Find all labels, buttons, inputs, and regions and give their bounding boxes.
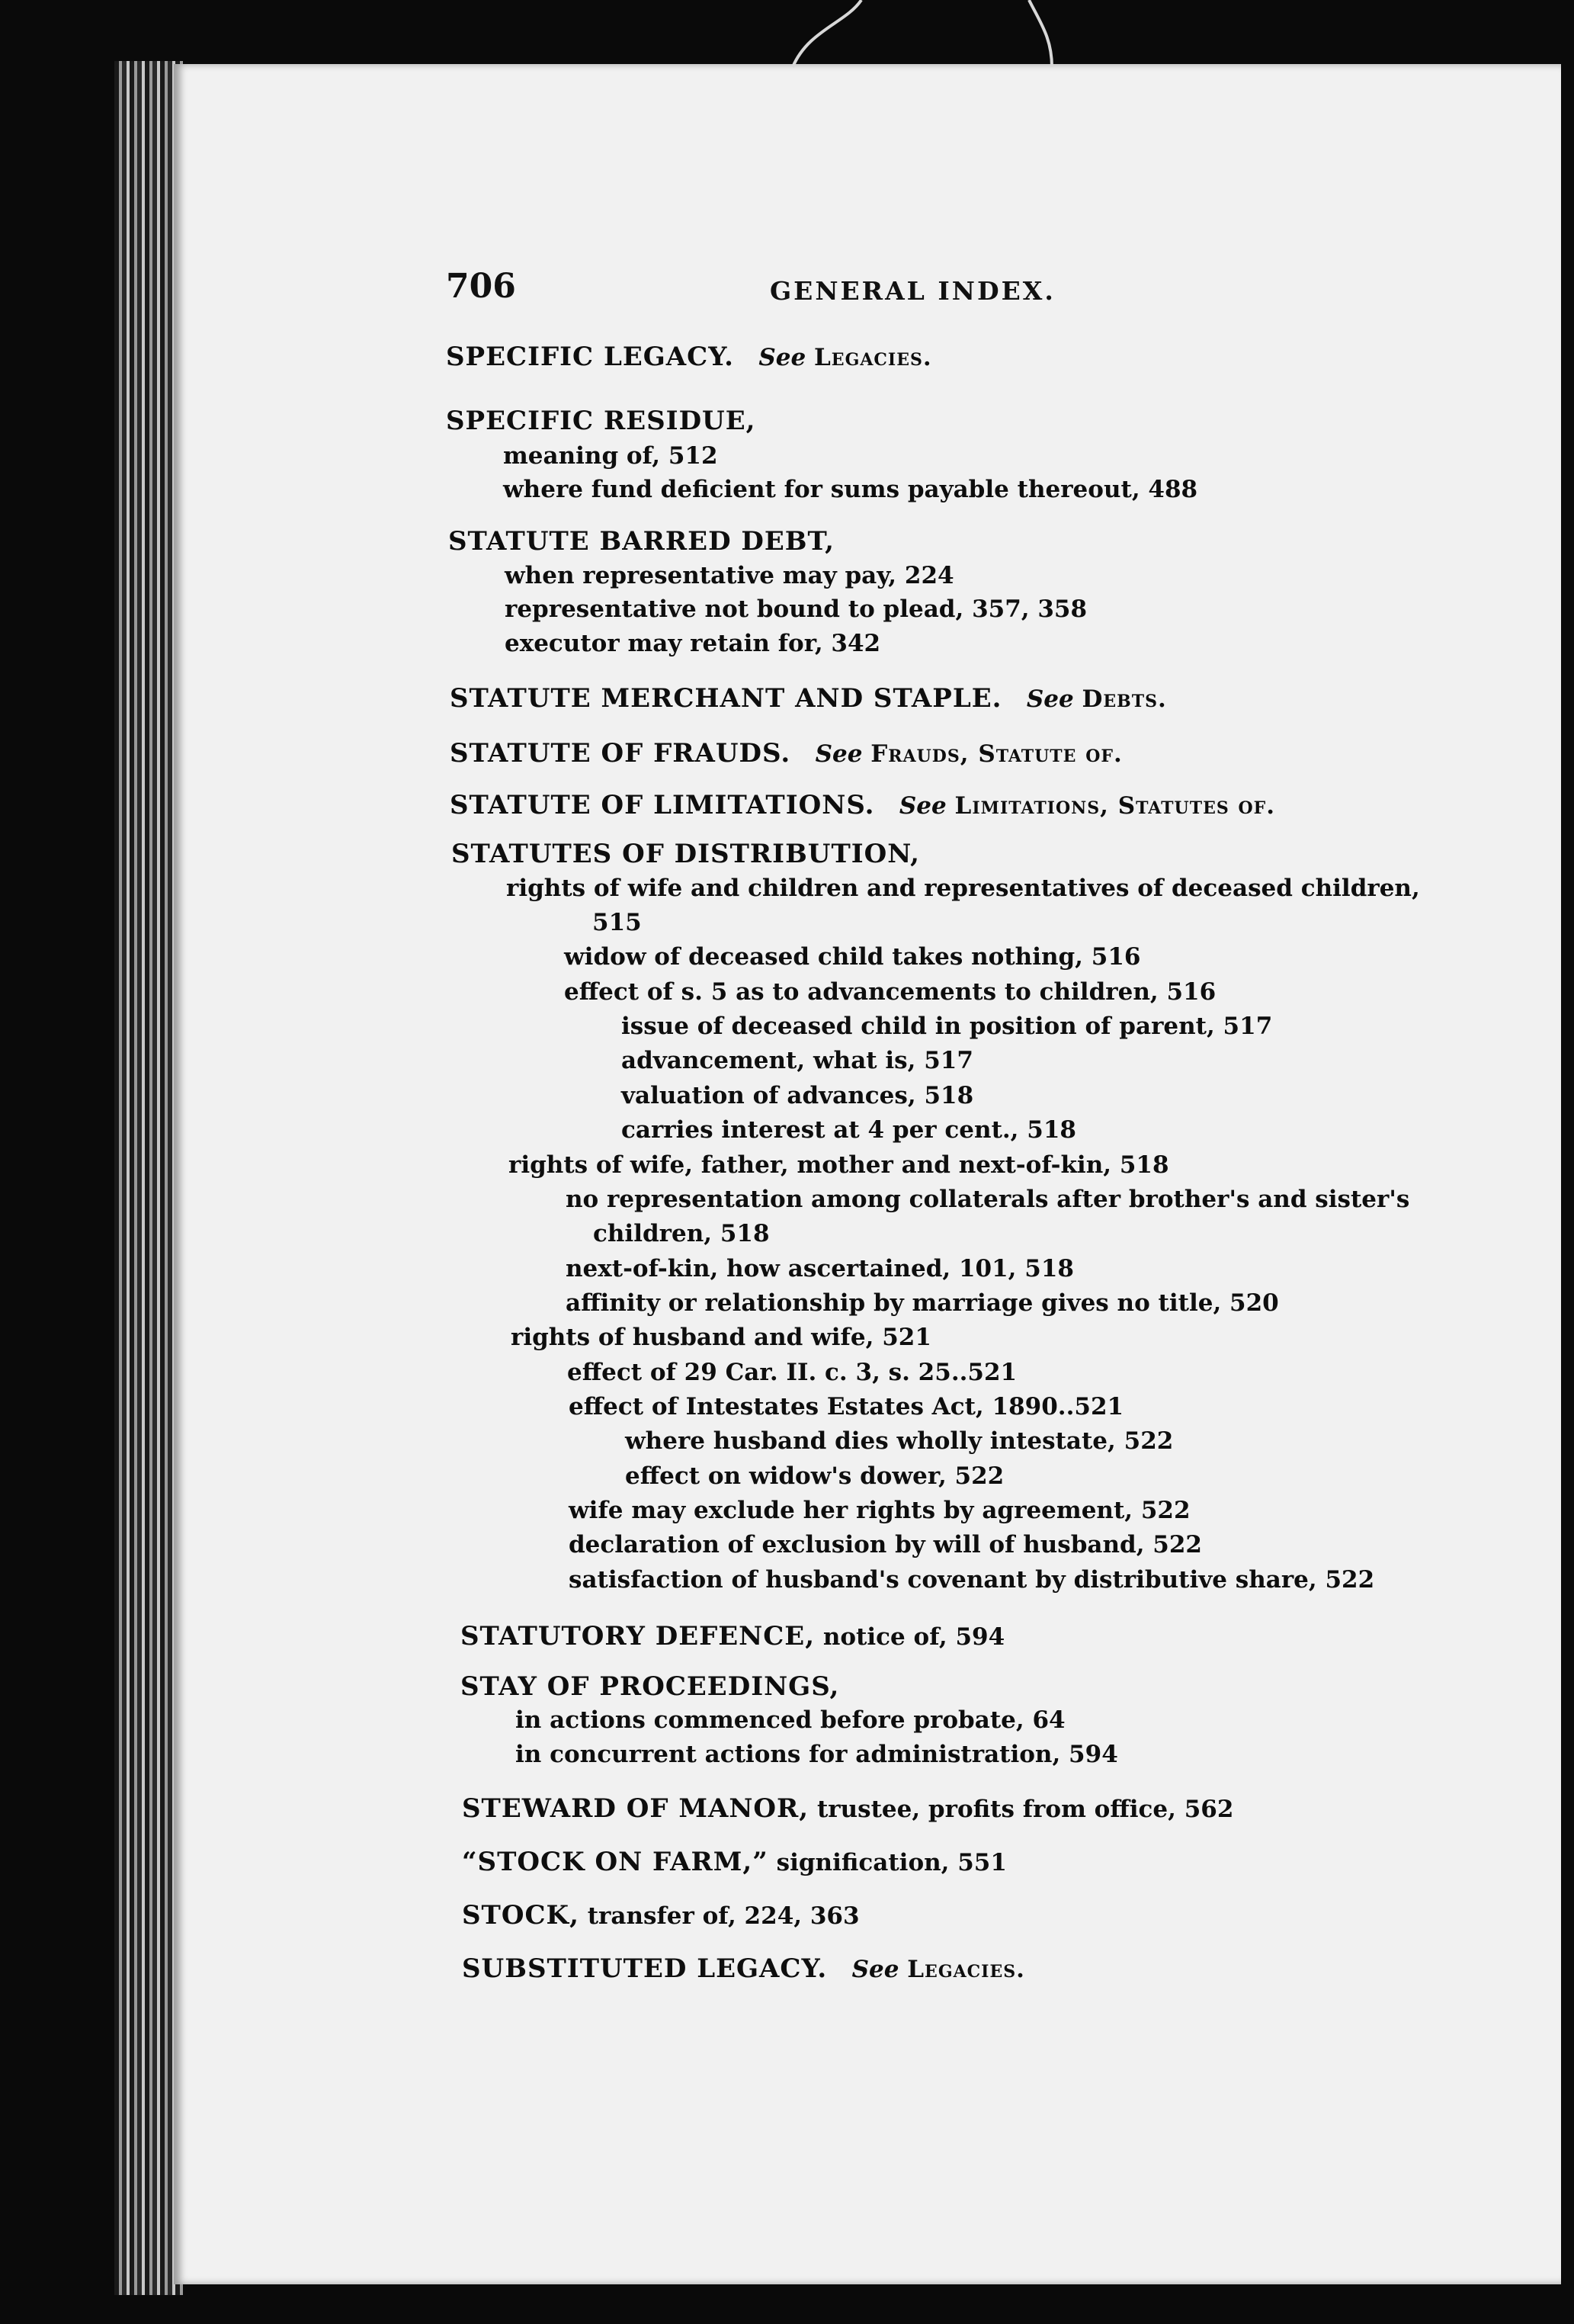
sub-entry: rights of wife, father, mother and next-of-kin, 518 [508,1151,1169,1179]
cross-reference: Frauds, Statute of. [870,740,1123,768]
sub-entry: representative not bound to plead, 357, 358 [505,595,1088,623]
entry-heading: STATUTORY DEFENCE, [460,1621,816,1652]
sub-entry: when representative may pay, 224 [505,562,954,589]
cross-reference: Limitations, Statutes of. [954,792,1276,820]
entry-heading: STATUTE BARRED DEBT, [448,526,835,557]
sub-entry: carries interest at 4 per cent., 518 [621,1116,1076,1144]
see-label: See [758,344,806,371]
sub-entry: affinity or relationship by marriage gives no title, 520 [566,1289,1279,1317]
entry-statute-limitations [450,790,1275,820]
entry-text: transfer of, 224, 363 [587,1902,860,1930]
sub-entry: effect of Intestates Estates Act, 1890..521 [569,1393,1124,1420]
sub-entry: valuation of advances, 518 [621,1082,974,1109]
see-label: See [851,1956,899,1983]
entry-heading: SPECIFIC LEGACY. [446,342,734,372]
entry-statute-merchant [450,683,1167,714]
sub-entry: meaning of, 512 [503,442,718,470]
entry-text: signification, 551 [776,1849,1007,1876]
sub-entry: where husband dies wholly intestate, 522 [625,1427,1174,1455]
entry-heading: STATUTE MERCHANT AND STAPLE. [450,683,1002,714]
entry-stock [462,1900,860,1931]
sub-entry: no representation among collaterals after brother's and sister's [566,1186,1410,1213]
sub-entry: next-of-kin, how ascertained, 101, 518 [566,1255,1074,1282]
sub-entry: rights of husband and wife, 521 [511,1324,931,1351]
entry-heading: SPECIFIC RESIDUE, [446,406,756,436]
sub-entry: satisfaction of husband's covenant by distributive share, 522 [569,1566,1375,1594]
entry-heading: STAY OF PROCEEDINGS, [460,1671,840,1702]
sub-entry: issue of deceased child in position of parent, 517 [621,1013,1273,1040]
entry-heading: SUBSTITUTED LEGACY. [462,1953,828,1984]
sub-entry: effect on widow's dower, 522 [625,1462,1005,1490]
entry-specific-legacy [446,342,932,372]
entry-steward-manor [462,1793,1233,1824]
sub-entry: effect of s. 5 as to advancements to children, 516 [564,978,1217,1006]
entry-heading: STATUTE OF FRAUDS. [450,738,791,769]
page-number: 706 [446,267,516,306]
sub-entry: declaration of exclusion by will of husband, 522 [569,1531,1202,1558]
entry-heading: STEWARD OF MANOR, [462,1793,809,1824]
entry-heading: STOCK, [462,1900,579,1931]
sub-entry-continuation: children, 518 [593,1220,770,1247]
cross-reference: Legacies. [907,1956,1025,1983]
sub-entry: effect of 29 Car. II. c. 3, s. 25..521 [567,1359,1018,1386]
sub-entry: in actions commenced before probate, 64 [515,1706,1066,1734]
running-title: GENERAL INDEX. [770,276,1056,306]
sub-entry: rights of wife and children and representatives of deceased children, [506,875,1420,902]
sub-entry: where fund deficient for sums payable thereout, 488 [503,476,1198,503]
sub-entry: advancement, what is, 517 [621,1047,973,1074]
sub-entry: wife may exclude her rights by agreement, 522 [569,1497,1191,1524]
cross-reference: Debts. [1082,685,1167,713]
entry-heading: STATUTES OF DISTRIBUTION, [451,839,921,869]
entry-stock-on-farm [462,1847,1007,1877]
entry-text: trustee, profits from office, 562 [816,1796,1234,1823]
see-label: See [815,740,863,768]
entry-substituted-legacy [462,1953,1025,1984]
entry-heading: STATUTE OF LIMITATIONS. [450,790,875,820]
entry-heading: “STOCK ON FARM,” [462,1847,768,1877]
see-label: See [1026,685,1074,713]
sub-entry: in concurrent actions for administration, 594 [515,1741,1118,1768]
entry-statute-frauds [450,738,1123,769]
see-label: See [899,792,947,820]
cross-reference: Legacies. [814,344,932,371]
entry-text: notice of, 594 [822,1623,1005,1651]
sub-entry-continuation: 515 [592,909,642,936]
sub-entry: widow of deceased child takes nothing, 516 [564,943,1141,971]
entry-statutory-defence [460,1621,1005,1652]
sub-entry: executor may retain for, 342 [505,630,881,657]
